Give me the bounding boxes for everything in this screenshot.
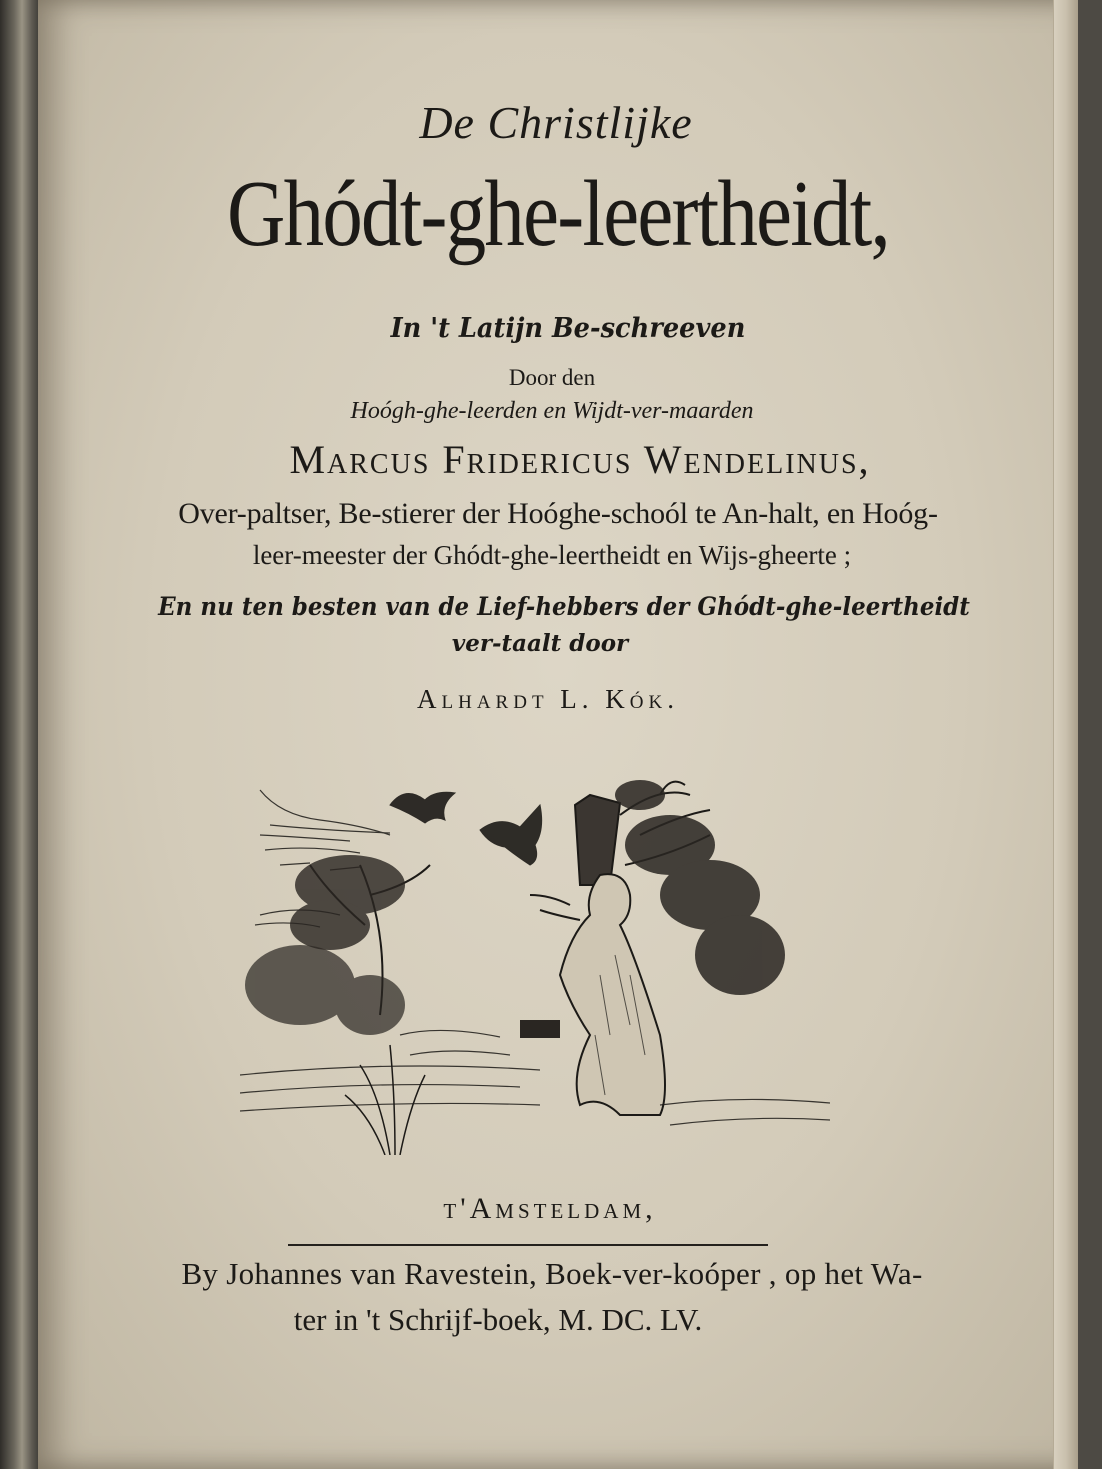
birds: [390, 792, 542, 865]
imprint-rule: [288, 1244, 768, 1246]
imprint-line-1: By Johannes van Ravestein, Boek-ver-koóper , op het Wa-: [181, 1256, 923, 1291]
main-title: Ghódt-ghe-leertheidt,: [226, 162, 889, 266]
translation-line-1: En nu ten besten van de Lief-hebbers der Ghódt-ghe-leertheidt: [158, 592, 970, 621]
author-titles-line-1: Over-paltser, Be-stierer der Hoóghe-schoól te An-halt, en Hoóg-: [178, 497, 938, 530]
place-of-publication: t'Amsteldam,: [443, 1192, 657, 1225]
book-binding-edge: [0, 0, 40, 1469]
author-name: Marcus Fridericus Wendelinus,: [289, 437, 871, 482]
title-page: [38, 0, 1078, 1469]
author-titles-line-2: leer-meester der Ghódt-ghe-leertheidt en Wijs-gheerte ;: [252, 540, 852, 570]
woodcut-illustration: [240, 775, 830, 1155]
page-edge: [1053, 0, 1078, 1469]
subtitle-latin: In 't Latijn Be-schreeven: [390, 313, 746, 344]
honorific-line: Hoógh-ghe-leerden en Wijdt-ver-maarden: [350, 398, 754, 424]
translator-name: Alhardt L. Kók.: [417, 684, 679, 714]
imprint-line-2: ter in 't Schrijf-boek, M. DC. LV.: [293, 1302, 703, 1337]
title-line-1: De Christlijke: [419, 97, 693, 148]
kneeling-figure: [530, 874, 665, 1115]
door-den-line: Door den: [508, 365, 596, 390]
book-icon: [520, 1020, 560, 1038]
translation-line-2: ver-taalt door: [451, 630, 629, 657]
